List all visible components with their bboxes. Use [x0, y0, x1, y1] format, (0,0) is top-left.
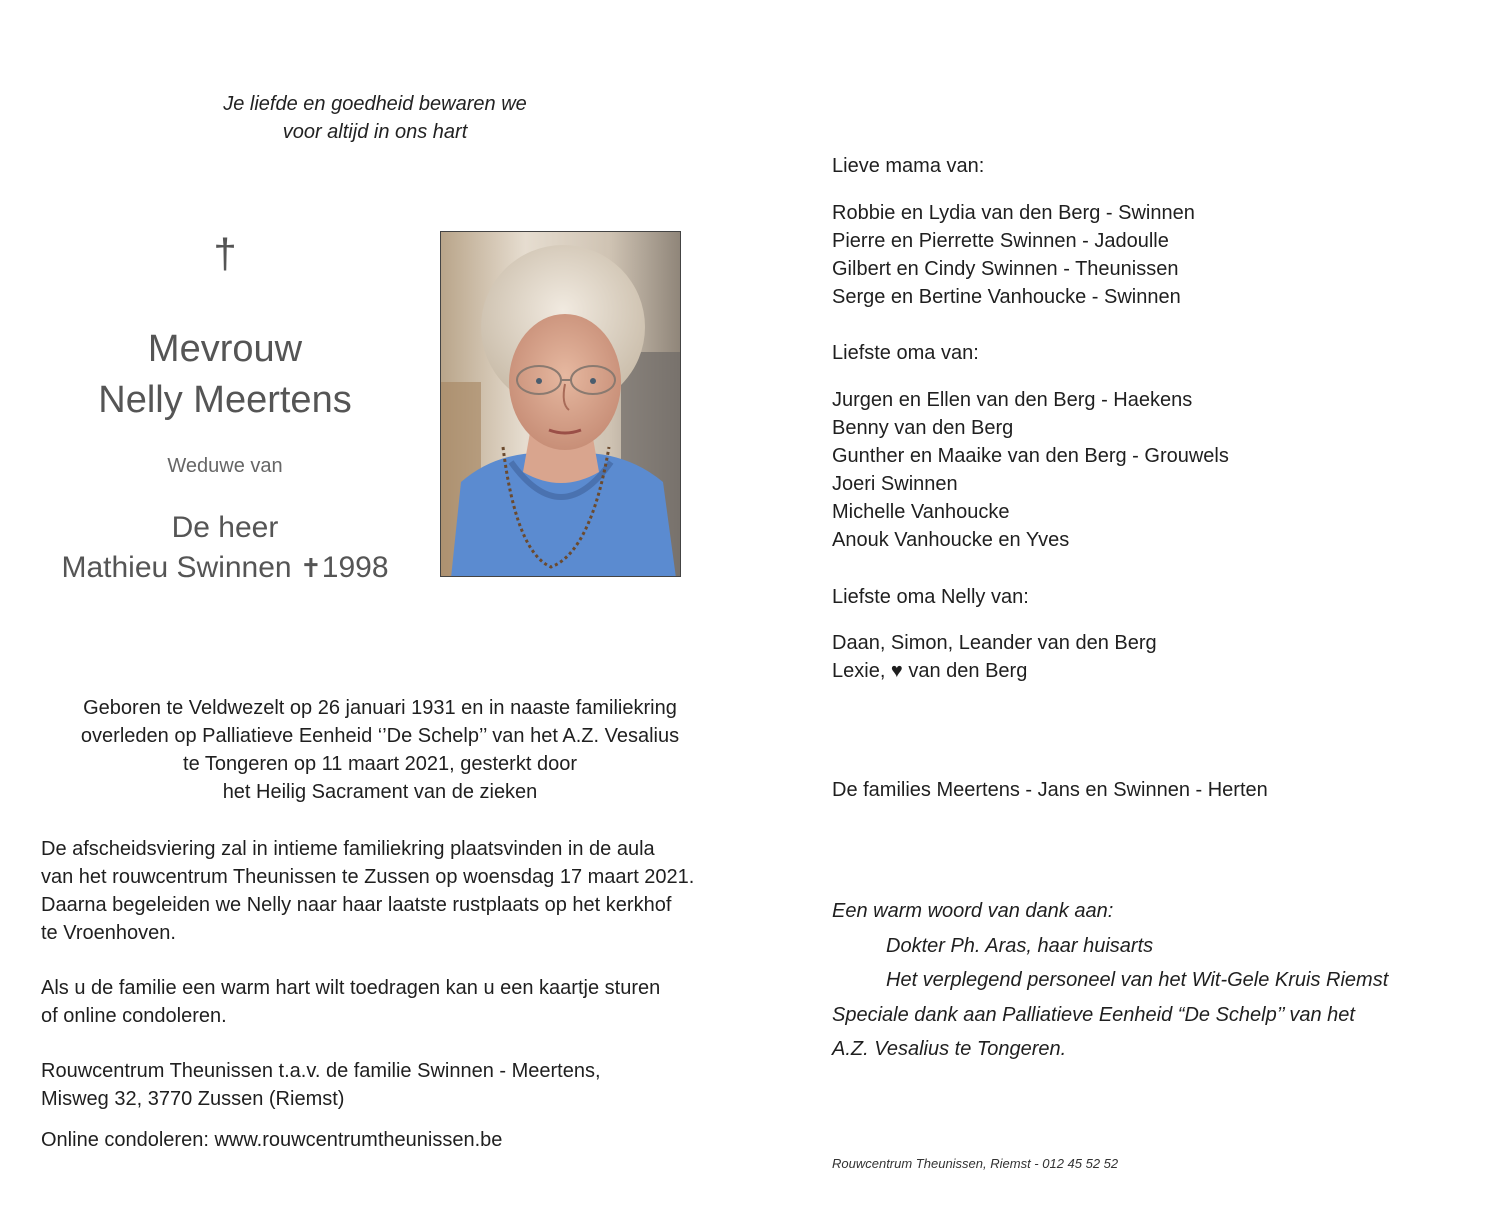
condolence-line-1: Als u de familie een warm hart wilt toedragen kan u een kaartje sturen: [41, 977, 661, 999]
portrait-illustration: [441, 232, 681, 577]
children-list: [832, 199, 1472, 311]
footer-text: Rouwcentrum Theunissen, Riemst - 012 45 52 52: [832, 1156, 1119, 1171]
farewell-line-4: te Vroenhoven.: [41, 922, 176, 944]
opening-quote: [150, 90, 600, 146]
thanks-heading: Een warm woord van dank aan:: [832, 900, 1114, 922]
birth-line-2: overleden op Palliatieve Eenheid ‘’De Schelp’’ van het A.Z. Vesalius: [80, 725, 680, 747]
birth-death-text: [40, 694, 720, 806]
list-item: Benny van den Berg: [832, 417, 1014, 439]
thanks-item: Het verplegend personeel van het Wit-Gele Kruis Riemst: [886, 969, 1389, 991]
list-item: Joeri Swinnen: [832, 473, 958, 495]
birth-line-3: te Tongeren op 11 maart 2021, gesterkt door: [183, 753, 577, 775]
list-item: Robbie en Lydia van den Berg - Swinnen: [832, 202, 1195, 224]
husband-title: De heer: [171, 511, 279, 544]
birth-line-1: Geboren te Veldwezelt op 26 januari 1931 en in naaste familiekring: [83, 697, 677, 719]
husband-name: Mathieu Swinnen: [61, 551, 292, 584]
cross-icon: †: [213, 230, 237, 277]
families-line: De families Meertens - Jans en Swinnen - Herten: [832, 779, 1268, 801]
thanks-block: [832, 896, 1472, 1069]
list-item: Gilbert en Cindy Swinnen - Theunissen: [832, 258, 1179, 280]
condolence-paragraph: [41, 974, 741, 1030]
list-item: Jurgen en Ellen van den Berg - Haekens: [832, 389, 1193, 411]
list-item: Michelle Vanhoucke: [832, 501, 1010, 523]
farewell-line-2: van het rouwcentrum Theunissen te Zussen op woensdag 17 maart 2021.: [41, 866, 695, 888]
quote-line-1: Je liefde en goedheid bewaren we: [223, 93, 527, 115]
address-line-2: Misweg 32, 3770 Zussen (Riemst): [41, 1088, 345, 1110]
address-line-1: Rouwcentrum Theunissen t.a.v. de familie Swinnen - Meertens,: [41, 1060, 601, 1082]
husband-cross-icon: ✝: [299, 553, 322, 583]
list-item: Gunther en Maaike van den Berg - Grouwels: [832, 445, 1229, 467]
husband-year: 1998: [321, 551, 389, 584]
great-grandchildren-list: [832, 629, 1472, 685]
grandchildren-list: [832, 386, 1472, 554]
list-item: Serge en Bertine Vanhoucke - Swinnen: [832, 286, 1181, 308]
oma-nelly-heading: Liefste oma Nelly van:: [832, 586, 1029, 608]
thanks-item: Dokter Ph. Aras, haar huisarts: [886, 934, 1154, 957]
quote-line-2: voor altijd in ons hart: [282, 121, 468, 143]
list-item: Lexie, ♥ van den Berg: [832, 660, 1028, 682]
list-item: Daan, Simon, Leander van den Berg: [832, 632, 1157, 654]
address-block: [41, 1057, 741, 1113]
list-item: Pierre en Pierrette Swinnen - Jadoulle: [832, 230, 1169, 252]
special-thanks-line-2: A.Z. Vesalius te Tongeren.: [832, 1038, 1067, 1060]
portrait-photo: [440, 231, 681, 577]
oma-heading: Liefste oma van:: [832, 342, 979, 364]
special-thanks-line-1: Speciale dank aan Palliatieve Eenheid “De Schelp’’ van het: [832, 1003, 1355, 1026]
condolence-line-2: of online condoleren.: [41, 1005, 227, 1027]
widow-label: Weduwe van: [167, 455, 283, 477]
farewell-line-1: De afscheidsviering zal in intieme familiekring plaatsvinden in de aula: [41, 838, 655, 860]
birth-line-4: het Heilig Sacrament van de zieken: [222, 781, 538, 803]
farewell-paragraph: [41, 835, 741, 947]
list-item: Anouk Vanhoucke en Yves: [832, 529, 1070, 551]
online-condolence: Online condoleren: www.rouwcentrumtheunissen.be: [41, 1129, 503, 1151]
husband-line: [40, 548, 410, 588]
farewell-line-3: Daarna begeleiden we Nelly naar haar laatste rustplaats op het kerkhof: [41, 894, 672, 916]
deceased-name: Nelly Meertens: [98, 379, 352, 421]
mama-heading: Lieve mama van:: [832, 155, 985, 177]
deceased-title: Mevrouw: [147, 328, 303, 370]
